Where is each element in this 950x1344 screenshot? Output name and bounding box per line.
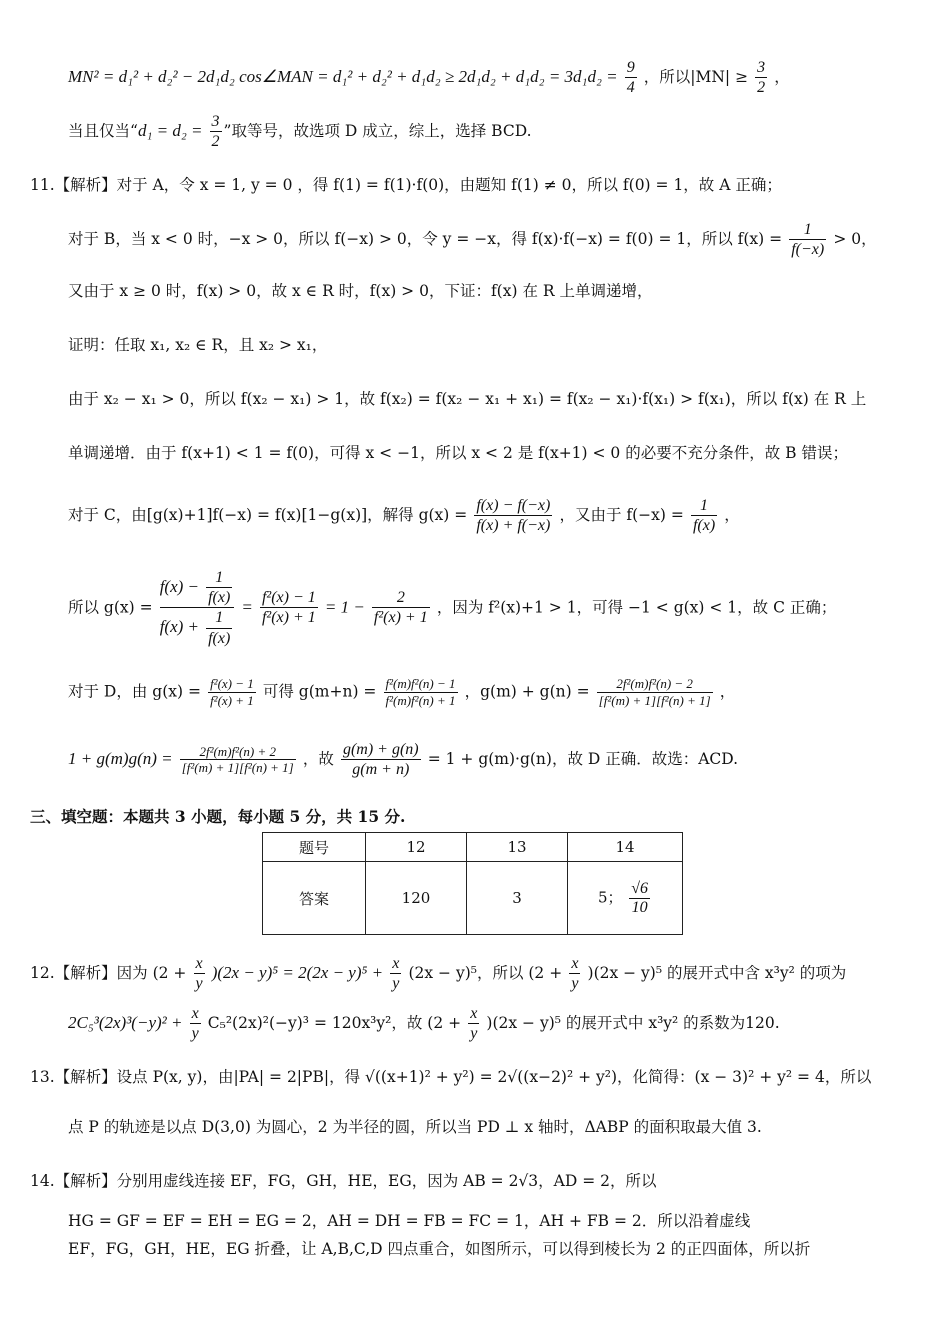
fraction: $\frac{x}{y}$ [392, 955, 400, 993]
compound-fraction: f(x) − $\frac{1}{f(x)}$ f(x) + $\frac{1}{f(x)}$ [160, 568, 235, 648]
text-line: 12.【解析】因为 (2 + $\frac{x}{y}$ )(2x − y)⁵ = 2(2x − y)⁵ + $\frac{x}{y}$ (2x − y)⁵，所以 (2 + $\frac{x}{y}$ )(2x − y)⁵ 的展开式中含 x³y² 的项为 [30, 955, 847, 993]
fraction: $\frac{\text{f²(x) − 1}}{\text{f²(x) + 1}}$ [261, 589, 316, 627]
text-line: 由于 x₂ − x₁ > 0，所以 f(x₂ − x₁) > 1，故 f(x₂) = f(x₂ − x₁ + x₁) = f(x₂ − x₁)·f(x₁) > f(x₁)，所以 f(x) 在 R 上 [68, 390, 867, 408]
table-row [263, 833, 683, 862]
text-line: 点 P 的轨迹是以点 D(3,0) 为圆心，2 为半径的圆，所以当 PD ⊥ x 轴时，ΔABP 的面积取最大值 3. [68, 1118, 762, 1136]
fraction: $\frac{\text{2f²(m)f²(n) − 2}}{\text{[f²(m) + 1][f²(n) + 1]}}$ [598, 676, 711, 708]
text-line: 2C₅³(2x)³(−y)² + $\frac{x}{y}$ C₅²(2x)²(−y)³ = 120x³y²，故 (2 + $\frac{x}{y}$ )(2x − y)⁵ 的展开式中 x³y² 的系数为120. [68, 1005, 780, 1043]
fraction: $\frac{\text{2f²(m)f²(n) + 2}}{\text{[f²(m) + 1][f²(n) + 1]}}$ [181, 743, 294, 776]
table-cell: 120 [366, 862, 467, 935]
text-line: 对于 D，由 g(x) = $\frac{\text{f²(x) − 1}}{\text{f²(x) + 1}}$ 可得 g(m+n) = $\frac{\text{f²(m)f²(n) − 1}}{\text{f²(m)f²(n) + 1}}$ ，g(m) + g(n) = $\frac{\text{2f²(m)f²(n) − 2}}{\text{[f²(m) + 1][f²(n) + 1]}}$ ， [68, 676, 736, 708]
text-line: 单调递增．由于 f(x+1) < 1 = f(0)，可得 x < −1，所以 x < 2 是 f(x+1) < 0 的必要不充分条件，故 B 错误； [68, 444, 848, 462]
fraction: $\frac{x}{y}$ [470, 1005, 478, 1043]
text-line: 11.【解析】对于 A，令 x = 1, y = 0 ，得 f(1) = f(1)·f(0)，由题知 f(1) ≠ 0，所以 f(0) = 1，故 A 正确； [30, 176, 782, 194]
section-heading: 三、填空题：本题共 3 小题，每小题 5 分，共 15 分. [30, 807, 406, 826]
fraction: $\frac{\text{f²(x) − 1}}{\text{f²(x) + 1}}$ [210, 676, 254, 708]
table-cell: 14 [568, 833, 683, 862]
fraction: $\frac{1}{f(x)}$ [692, 497, 716, 535]
text-line: 对于 B，当 x < 0 时，−x > 0，所以 f(−x) > 0，令 y = −x，得 f(x)·f(−x) = f(0) = 1，所以 f(x) = $\frac{1}{f(-x)}$ > 0， [68, 221, 877, 259]
answer-table [262, 832, 683, 935]
fraction: $\frac{x}{y}$ [571, 955, 579, 993]
text-line: 证明：任取 x₁, x₂ ∈ R，且 x₂ > x₁， [68, 336, 328, 354]
text-line: 14.【解析】分别用虚线连接 EF，FG，GH，HE，EG，因为 AB = 2√3，AD = 2，所以 [30, 1172, 657, 1190]
formula: MN² = d₁² + d₂² − 2d₁d₂ cos∠MAN = d₁² + d₂² + d₁d₂ ≥ 2d₁d₂ + d₁d₂ = 3d₁d₂ = [68, 67, 618, 87]
table-row [263, 862, 683, 935]
table-cell: 答案 [263, 862, 366, 935]
fraction: $\frac{2}{\text{f²(x) + 1}}$ [373, 589, 428, 627]
fraction: $\frac{1}{f(-x)}$ [791, 221, 825, 259]
text-line: 又由于 x ≥ 0 时，f(x) > 0，故 x ∈ R 时，f(x) > 0，下证：f(x) 在 R 上单调递增， [68, 282, 653, 300]
text-line: 对于 C，由[g(x)+1]f(−x) = f(x)[1−g(x)]，解得 g(x) = $\frac{f(x) - f(-x)}{f(x) + f(-x)}$ ，又由于 f(−x) = $\frac{1}{f(x)}$ ， [68, 497, 740, 535]
fraction: $\frac{3}{2}$ [211, 113, 220, 151]
text-line: 13.【解析】设点 P(x, y)，由|PA| = 2|PB|，得 √((x+1)² + y²) = 2√((x−2)² + y²)，化简得：(x − 3)² + y² = 4，所以 [30, 1068, 872, 1086]
table-cell: 题号 [263, 833, 366, 862]
fraction: $\frac{\text{f²(m)f²(n) − 1}}{\text{f²(m)f²(n) + 1}}$ [385, 676, 456, 708]
table-cell: 13 [467, 833, 568, 862]
text-line: 当且仅当“d₁ = d₂ = $\frac{3}{2}$ ”取等号，故选项 D 成立，综上，选择 BCD. [68, 113, 532, 151]
text-line: 1 + g(m)g(n) = $\frac{\text{2f²(m)f²(n) + 2}}{\text{[f²(m) + 1][f²(n) + 1]}}$ ，故 $\frac{g(m) + g(n)}{g(m + n)}$ = 1 + g(m)·g(n)，故 D 正确．故选：ACD. [68, 741, 739, 779]
fraction: $\frac{f(x) - f(-x)}{f(x) + f(-x)}$ [476, 497, 551, 535]
fraction: $\frac{x}{y}$ [191, 1005, 199, 1043]
text-line: EF，FG，GH，HE，EG 折叠，让 A,B,C,D 四点重合，如图所示，可以得到棱长为 2 的正四面体，所以折 [68, 1240, 811, 1258]
table-cell: 3 [467, 862, 568, 935]
text-line: 所以 g(x) = f(x) − $\frac{1}{f(x)}$ f(x) + $\frac{1}{f(x)}$ = $\frac{\text{f²(x) − 1}}{\text{f²(x) + 1}}$ = 1 − $\frac{2}{\text{f²(x) + 1}}$ ，因为 f²(x)+1 > 1，可得 −1 < g(x) < 1，故 C 正确； [68, 569, 837, 647]
table-cell: 5； $\frac{√6}{10}$ [568, 862, 683, 935]
fraction: $\frac{x}{y}$ [195, 955, 203, 993]
text-line: MN² = d₁² + d₂² − 2d₁d₂ cos∠MAN = d₁² + d₂² + d₁d₂ ≥ 2d₁d₂ + d₁d₂ = 3d₁d₂ = $\frac{9}{4}$ ，所以|MN| ≥ $\frac{3}{2}$ ， [68, 59, 790, 97]
table-cell: 12 [366, 833, 467, 862]
fraction: $\frac{9}{4}$ [626, 59, 635, 97]
fraction: $\frac{√6}{10}$ [631, 879, 649, 916]
fraction: $\frac{g(m) + g(n)}{g(m + n)}$ [342, 741, 419, 779]
text-line: HG = GF = EF = EH = EG = 2，AH = DH = FB = FC = 1，AH + FB = 2．所以沿着虚线 [68, 1212, 751, 1230]
fraction: $\frac{3}{2}$ [757, 59, 766, 97]
